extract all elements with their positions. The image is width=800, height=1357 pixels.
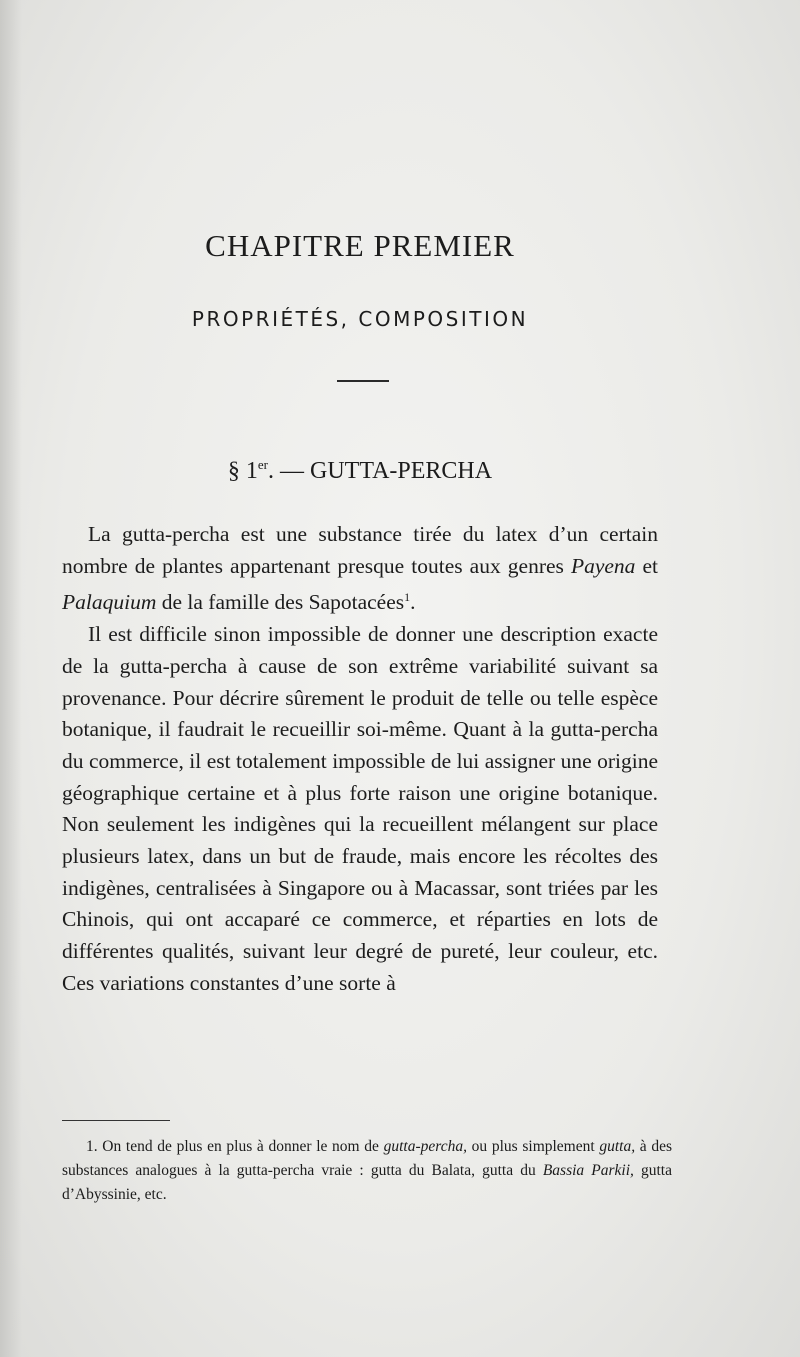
footnote-italic: gutta, bbox=[599, 1138, 636, 1155]
footnote-text: à des substances analogues à la gutta-percha vraie : gutta du Balata, gutta du bbox=[62, 1138, 673, 1179]
subsection-title: . — GUTTA-PERCHA bbox=[268, 458, 493, 484]
section-heading: PROPRIÉTÉS, COMPOSITION bbox=[191, 307, 529, 331]
paragraph bbox=[62, 519, 658, 619]
subsection-number: 1 bbox=[245, 458, 258, 484]
footnote-italic: Bassia Parkii, bbox=[542, 1162, 634, 1179]
footnote bbox=[62, 1135, 672, 1207]
section-symbol: § bbox=[227, 458, 240, 484]
subsection-heading bbox=[0, 457, 720, 485]
footnote-number: 1. bbox=[86, 1138, 98, 1155]
paragraph: Il est difficile sinon impossible de donner une description exacte de la gutta-percha à cause de son extrême variabilité suivant sa provenance. Pour décrire sûrement le produit de telle ou telle espèce botanique, il faudrait le recueillir soi-même. Quant à la gutta-percha du commerce, il est totalement impossible de lui assigner une origine géographique certaine et à plus forte raison une origine botanique. Non seulement les indigènes qui la recueillent mélangent sur place plusieurs latex, dans un but de fraude, mais encore les récoltes des indigènes, centralisées à Singapore ou à Macassar, sont triées par les Chinois, qui ont accaparé ce commerce, et réparties en lots de différentes qualités, suivant leur degré de pureté, leur couleur, etc. Ces variations constantes d’une sorte à bbox=[62, 622, 658, 995]
genus-name: Payena bbox=[570, 553, 636, 578]
footnote-text: On tend de plus en plus à donner le nom de bbox=[97, 1138, 384, 1155]
body-text bbox=[62, 519, 658, 1000]
paragraph-text: La gutta-percha est une substance tirée du latex d’un certain nombre de plantes appartenant presque toutes aux genres bbox=[62, 522, 658, 578]
paragraph-text: et bbox=[635, 553, 658, 578]
footnote-text: ou plus simplement bbox=[466, 1138, 600, 1155]
subsection-ordinal: er bbox=[257, 457, 269, 472]
footnote-divider bbox=[62, 1120, 170, 1121]
footnote-reference: 1 bbox=[404, 590, 411, 605]
heading-divider bbox=[337, 380, 389, 382]
chapter-title: CHAPITRE PREMIER bbox=[205, 228, 515, 263]
paragraph-text: de la famille des Sapotacées bbox=[156, 590, 405, 615]
page-gutter-shadow bbox=[0, 0, 22, 1357]
paragraph-text: . bbox=[410, 590, 416, 615]
footnotes bbox=[62, 1135, 672, 1207]
footnote-text: gutta d’Abyssinie, etc. bbox=[62, 1162, 672, 1203]
footnote-italic: gutta-percha, bbox=[383, 1138, 467, 1155]
genus-name: Palaquium bbox=[62, 590, 157, 615]
